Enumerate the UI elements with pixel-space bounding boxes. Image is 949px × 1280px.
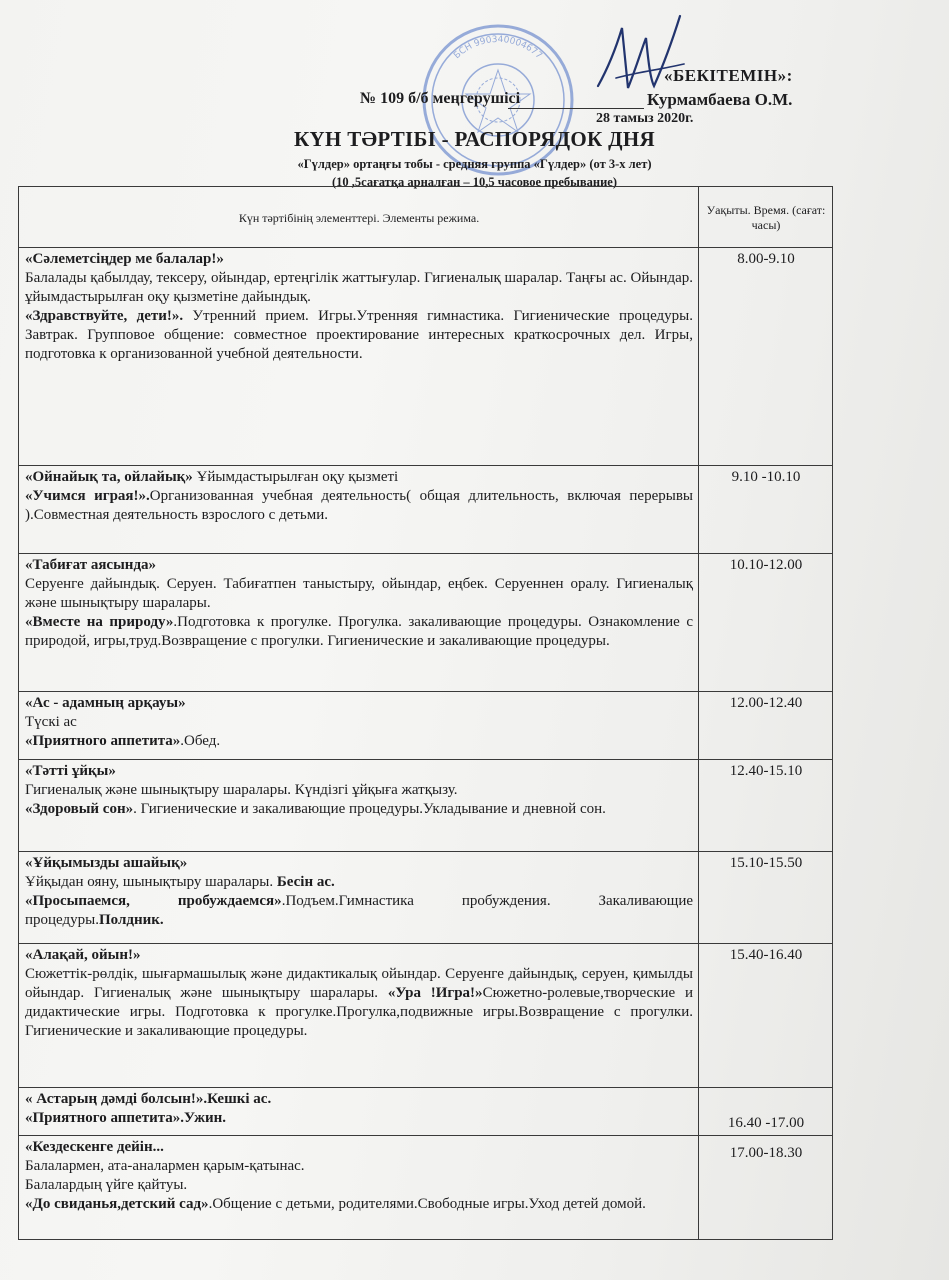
row-description: [19, 760, 699, 852]
table-row: [19, 852, 833, 944]
document-header: [0, 0, 949, 200]
row-text-kz: Балалады қабылдау, тексеру, ойындар, ертеңгілік жаттығулар. Гигиеналық шаралар. Таңғы ас. Ойындар. ұйымдастырылған оқу қызметіне дайындық.: [25, 270, 693, 305]
row-title-ru: «Вместе на природу»: [25, 614, 174, 630]
column-header-time: Уақыты. Время. (сағат: часы): [699, 187, 833, 248]
row-title: «Тәтті ұйқы»: [25, 763, 116, 779]
row-text-ru: Утренний прием. Игры.Утренняя гимнастика. Гигиенические процедуры. Завтрак. Групповое общение: совместное проектирование интересных краткосрочных дел. Игры, подготовка к организованной учебной деятельности.: [25, 308, 694, 362]
row-title: «Ұйқымызды ашайық»: [25, 855, 188, 871]
table-row: [19, 1088, 833, 1136]
stamp-text: БСН 990340004677: [452, 34, 544, 62]
row-text-ru-bold: Полдник.: [98, 912, 164, 928]
approve-label: «БЕКІТЕМІН»:: [664, 66, 793, 85]
table-row: [19, 466, 833, 554]
row-title-ru: «Учимся играя!».: [25, 488, 150, 504]
row-text-kz: Түскі ас: [25, 714, 77, 730]
row-title: «Сәлеметсіңдер ме балалар!»: [25, 251, 224, 267]
row-title-ru: «Ура !Игра!»: [387, 985, 483, 1001]
row-time: 17.00-18.30: [699, 1136, 833, 1240]
row-text-ru: .Подъем.Гимнастика пробуждения. Закаливающие процедуры.: [25, 893, 694, 928]
row-title-ru: «До свиданья,детский сад»: [25, 1196, 209, 1212]
row-text-kz: Ұйымдастырылған оқу қызметі: [196, 469, 399, 485]
row-text-kz-2: Балалардың үйге қайтуы.: [25, 1177, 188, 1193]
row-text-kz: Ұйқыдан ояну, шынықтыру шаралары.: [25, 874, 274, 890]
head-position: № 109 б/б меңгерушісі: [360, 90, 521, 107]
table-header-row: [19, 187, 833, 248]
column-header-elements: Күн тәртібінің элементтері. Элементы режима.: [19, 187, 699, 248]
table-row: [19, 1136, 833, 1240]
row-text-kz: Серуенге дайындық. Серуен. Табиғатпен таныстыру, ойындар, еңбек. Серуеннен оралу. Гигиеналық және шынықтыру шаралары.: [25, 576, 693, 611]
row-title-ru: «Приятного аппетита».Ужин.: [25, 1110, 226, 1126]
row-title-ru: «Здоровый сон»: [25, 801, 134, 817]
row-time: 16.40 -17.00: [699, 1088, 833, 1136]
row-text-kz: Гигиеналық және шынықтыру шаралары. Күндізгі ұйқыға жатқызу.: [25, 782, 458, 798]
table-row: [19, 692, 833, 760]
row-description: [19, 466, 699, 554]
row-time: 8.00-9.10: [699, 248, 833, 466]
table-row: [19, 554, 833, 692]
row-text-ru: Сюжетно-ролевые,творческие и дидактические игры. Подготовка к прогулке.Прогулка,подвижные игры.Возвращение с прогулки. Гигиенические и закаливающие процедуры.: [25, 985, 693, 1039]
svg-text:БСН 990340004677: [452, 35, 543, 61]
row-text-kz-bold: Бесін ас.: [276, 874, 335, 890]
row-title: «Табиғат аясында»: [25, 557, 157, 573]
row-title-ru: «Просыпаемся, пробуждаемся»: [25, 893, 282, 909]
schedule-table: [18, 186, 833, 1240]
signature-line: [508, 108, 644, 109]
row-description: [19, 248, 699, 466]
row-time: 12.40-15.10: [699, 760, 833, 852]
row-title: « Астарың дәмді болсын!».Кешкі ас.: [25, 1091, 272, 1107]
row-title: «Алақай, ойын!»: [25, 947, 141, 963]
head-name: Курмамбаева О.М.: [647, 90, 793, 109]
page-title: КҮН ТӘРТІБІ - РАСПОРЯДОК ДНЯ: [294, 127, 655, 151]
row-title-ru: «Здравствуйте, дети!».: [25, 308, 184, 324]
row-text-ru: .Общение с детьми, родителями.Свободные игры.Уход детей домой.: [208, 1196, 646, 1212]
row-description: [19, 944, 699, 1088]
table-row: [19, 760, 833, 852]
row-description: [19, 852, 699, 944]
row-time: 15.10-15.50: [699, 852, 833, 944]
group-subtitle: «Гүлдер» ортаңғы тобы - средняя группа «Гүлдер» (от 3-х лет): [297, 157, 652, 171]
stay-subtitle: (10 ,5сағатқа арналған – 10,5 часовое пребывание): [331, 175, 618, 189]
row-time: 12.00-12.40: [699, 692, 833, 760]
row-text-ru: Организованная учебная деятельность( общая длительность, включая перерывы ).Совместная деятельность взрослого с детьми.: [25, 488, 693, 523]
table-row: [19, 944, 833, 1088]
row-description: [19, 1088, 699, 1136]
row-title: «Ойнайық та, ойлайық»: [25, 469, 193, 485]
approval-date: 28 тамыз 2020г.: [596, 111, 694, 126]
row-title-ru: «Приятного аппетита»: [25, 733, 181, 749]
row-text-ru: .Обед.: [180, 733, 221, 749]
row-title: «Ас - адамның арқауы»: [25, 695, 186, 711]
row-text-ru: . Гигиенические и закаливающие процедуры.Укладывание и дневной сон.: [133, 801, 606, 817]
row-time: 9.10 -10.10: [699, 466, 833, 554]
row-text-kz: Балалармен, ата-аналармен қарым-қатынас.: [25, 1158, 305, 1174]
row-time: 10.10-12.00: [699, 554, 833, 692]
row-text-kz: Сюжеттік-рөлдік, шығармашылық және дидактикалық ойындар. Серуенге дайындық, серуен, қимылды ойындар. Гигиеналық және шынықтыру шаралары.: [25, 966, 693, 1001]
row-description: [19, 692, 699, 760]
row-description: [19, 554, 699, 692]
table-row: [19, 248, 833, 466]
row-title: «Кездескенге дейін...: [25, 1139, 164, 1155]
row-text-ru: .Подготовка к прогулке. Прогулка. закаливающие процедуры. Ознакомление с природой, игры,труд.Возвращение с прогулки. Гигиенические и закаливающие процедуры.: [25, 614, 694, 649]
row-time: 15.40-16.40: [699, 944, 833, 1088]
row-description: [19, 1136, 699, 1240]
